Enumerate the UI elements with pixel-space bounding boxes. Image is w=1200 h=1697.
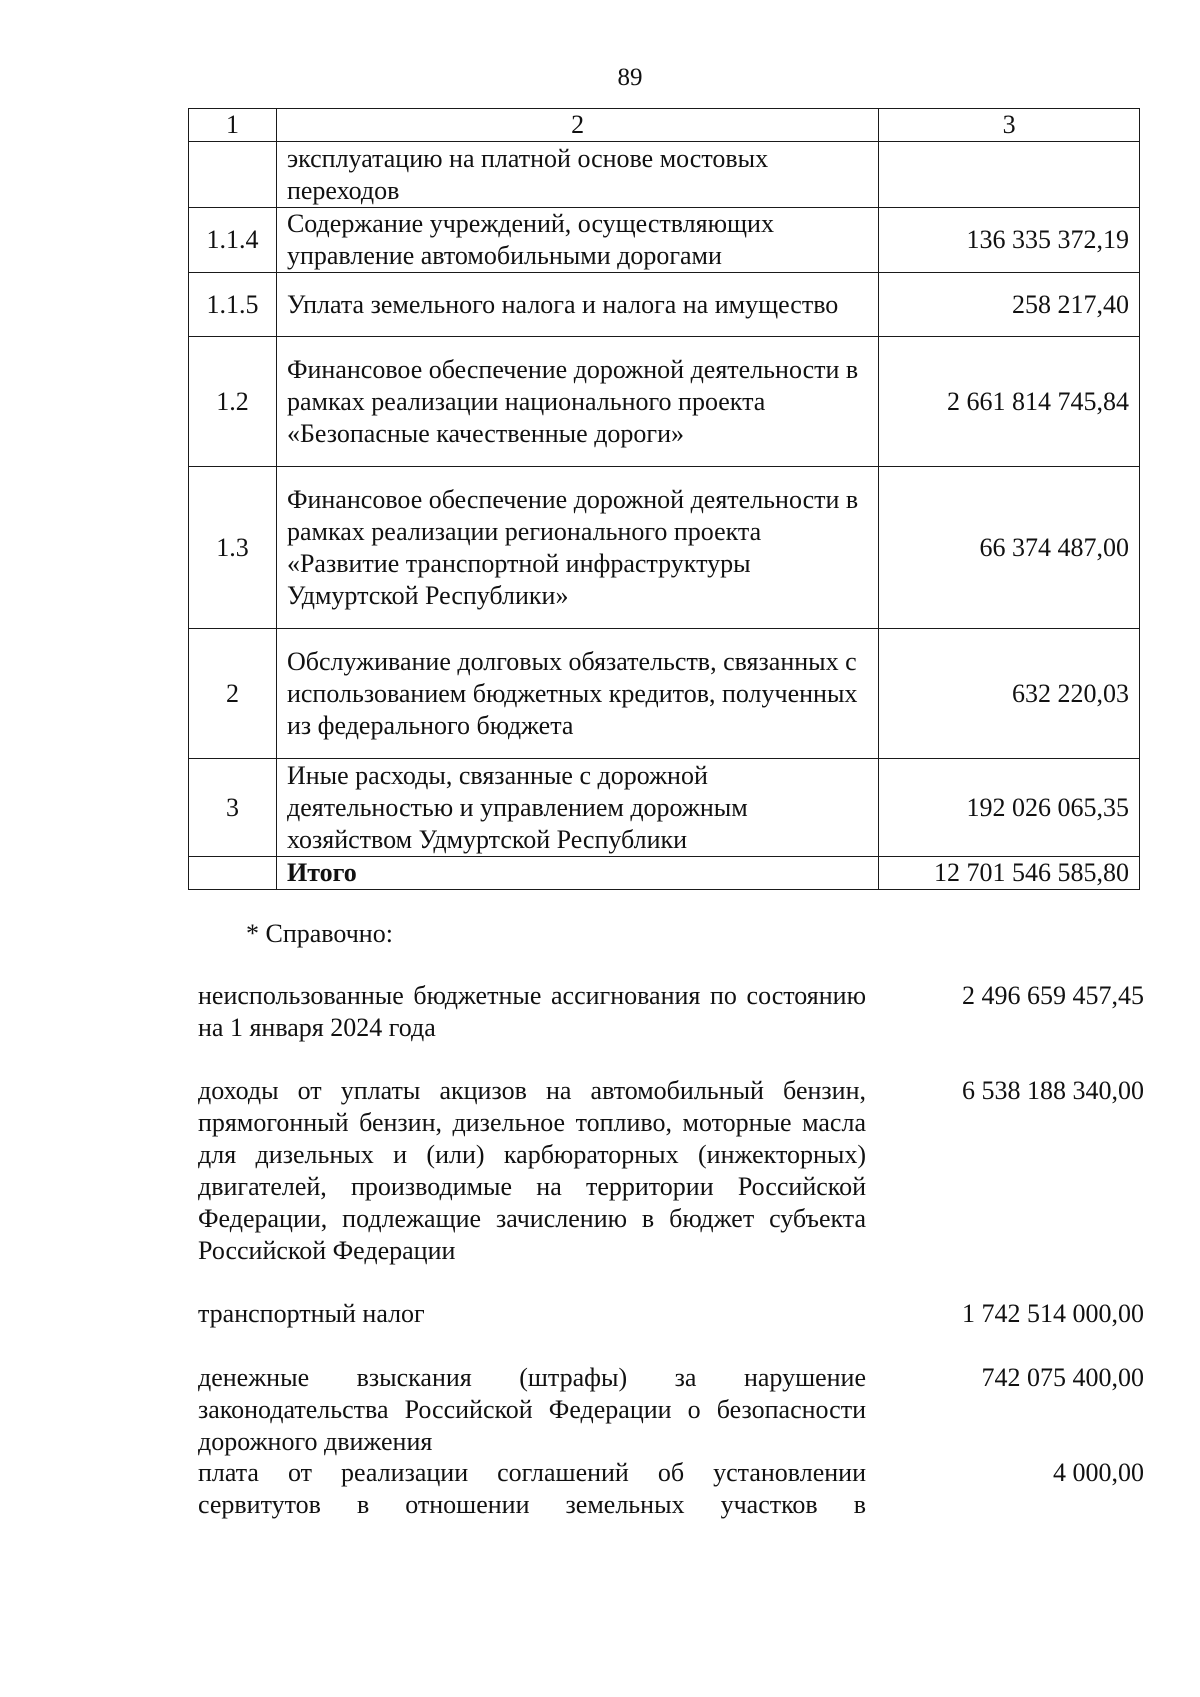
total-number — [189, 857, 277, 890]
table-row — [189, 208, 1140, 273]
row-amount: 192 026 065,35 — [879, 759, 1140, 857]
row-number — [189, 142, 277, 208]
row-description: Финансовое обеспечение дорожной деятельности в рамках реализации регионального проекта «Развитие транспортной инфраструктуры Удмуртской Республики» — [276, 467, 878, 629]
column-header: 3 — [879, 109, 1140, 142]
row-description: Обслуживание долговых обязательств, связанных с использованием бюджетных кредитов, полученных из федерального бюджета — [276, 629, 878, 759]
budget-table — [188, 108, 1140, 890]
table-header-row — [189, 109, 1140, 142]
table-row — [189, 759, 1140, 857]
table-row — [189, 467, 1140, 629]
page-number: 89 — [617, 64, 643, 91]
row-description: Финансовое обеспечение дорожной деятельности в рамках реализации национального проекта «Безопасные качественные дороги» — [276, 337, 878, 467]
reference-item-amount: 1 742 514 000,00 — [962, 1299, 1144, 1328]
reference-item-amount: 4 000,00 — [1053, 1458, 1144, 1487]
table-row — [189, 142, 1140, 208]
column-header: 1 — [189, 109, 277, 142]
row-amount: 258 217,40 — [879, 273, 1140, 337]
row-amount: 2 661 814 745,84 — [879, 337, 1140, 467]
row-description: Уплата земельного налога и налога на имущество — [276, 273, 878, 337]
table-row — [189, 337, 1140, 467]
table-row — [189, 273, 1140, 337]
reference-item-amount: 742 075 400,00 — [981, 1363, 1144, 1392]
row-description: Содержание учреждений, осуществляющих управление автомобильными дорогами — [276, 208, 878, 273]
reference-item-amount: 2 496 659 457,45 — [962, 981, 1144, 1010]
row-description: эксплуатацию на платной основе мостовых переходов — [276, 142, 878, 208]
column-header: 2 — [276, 109, 878, 142]
table-total-row — [189, 857, 1140, 890]
reference-item-amount: 6 538 188 340,00 — [962, 1076, 1144, 1105]
row-description: Иные расходы, связанные с дорожной деятельностью и управлением дорожным хозяйством Удмуртской Республики — [276, 759, 878, 857]
reference-item-text: денежные взыскания (штрафы) за нарушение законодательства Российской Федерации о безопасности дорожного движения — [198, 1363, 866, 1456]
table-row — [189, 629, 1140, 759]
reference-item-text: плата от реализации соглашений об установлении сервитутов в отношении земельных участков в — [198, 1458, 866, 1519]
row-amount: 632 220,03 — [879, 629, 1140, 759]
row-number: 3 — [189, 759, 277, 857]
reference-item-text: доходы от уплаты акцизов на автомобильный бензин, прямогонный бензин, дизельное топливо, моторные масла для дизельных и (или) карбюраторных (инжекторных) двигателей, производимые на территории Российской Федерации, подлежащие зачислению в бюджет субъекта Российской Федерации — [198, 1076, 866, 1265]
row-number: 2 — [189, 629, 277, 759]
row-amount — [879, 142, 1140, 208]
row-amount: 66 374 487,00 — [879, 467, 1140, 629]
row-number: 1.2 — [189, 337, 277, 467]
total-label: Итого — [276, 857, 878, 890]
total-amount: 12 701 546 585,80 — [879, 857, 1140, 890]
reference-title: * Справочно: — [246, 919, 393, 948]
row-number: 1.1.5 — [189, 273, 277, 337]
reference-item-text: неиспользованные бюджетные ассигнования по состоянию на 1 января 2024 года — [198, 981, 866, 1042]
row-number: 1.1.4 — [189, 208, 277, 273]
row-amount: 136 335 372,19 — [879, 208, 1140, 273]
reference-item-text: транспортный налог — [198, 1299, 425, 1328]
row-number: 1.3 — [189, 467, 277, 629]
